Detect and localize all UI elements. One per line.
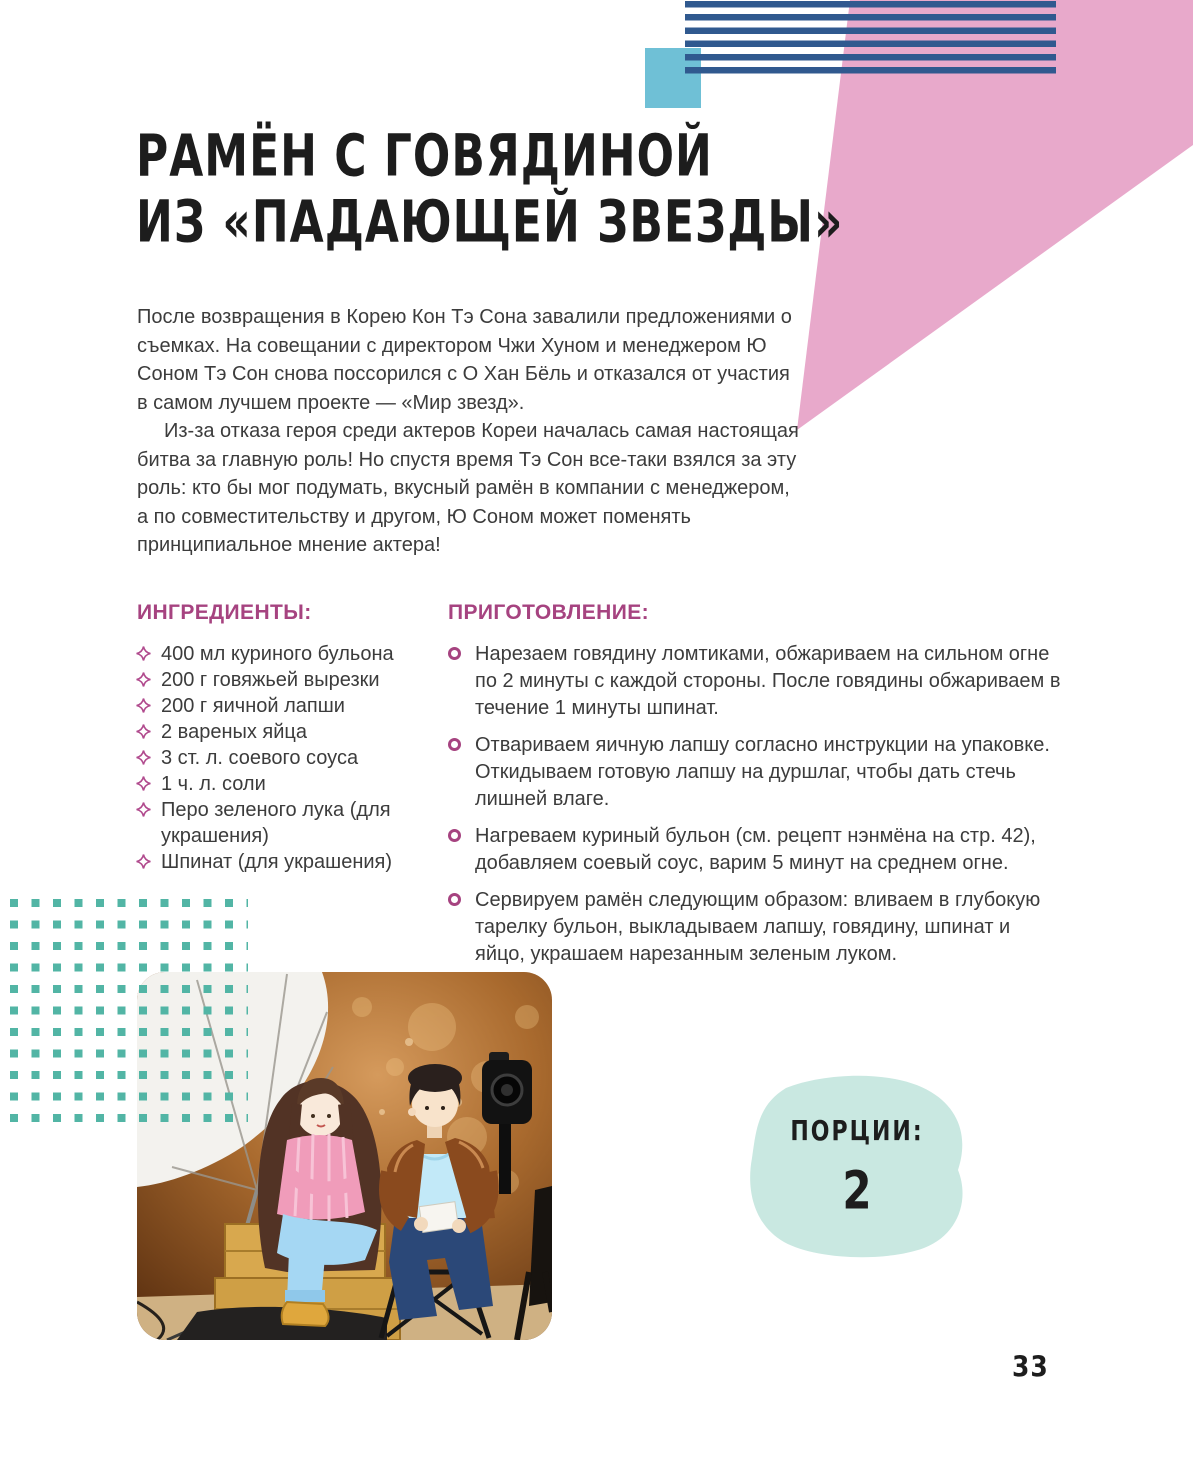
circle-bullet-icon	[448, 738, 461, 751]
servings-value: 2	[842, 1159, 872, 1221]
ingredient-text: 200 г говяжьей вырезки	[161, 669, 380, 691]
intro-paragraph-2: Из-за отказа героя среди актеров Кореи началась самая настоящая битва за главную роль! Но спустя время Тэ Сон все-таки взялся за эту роль: кто бы мог подумать, вкусный рамён в компании с менеджером, а по совместительству и другом, Ю Соном может поменять принципиальное мнение актера!	[137, 420, 799, 556]
ingredient-text: Шпинат (для украшения)	[161, 851, 393, 873]
preparation-list	[448, 641, 1062, 968]
prep-step-text: Отвариваем яичную лапшу согласно инструкции на упаковке. Откидываем готовую лапшу на дуршлаг, чтобы дать стечь лишней влаге.	[475, 734, 1050, 810]
ingredient-item	[137, 797, 437, 849]
ingredient-text: 2 вареных яйца	[161, 721, 308, 743]
sparkle-icon	[136, 646, 151, 661]
ingredient-item	[137, 667, 437, 693]
ingredient-item	[137, 719, 437, 745]
stripes-decoration	[685, 1, 1056, 74]
prep-step	[448, 641, 1062, 722]
intro-text	[137, 303, 799, 560]
ingredient-item	[137, 849, 437, 875]
prep-step	[448, 823, 1062, 877]
servings-label: ПОРЦИИ:	[790, 1116, 924, 1148]
prep-step	[448, 887, 1062, 968]
dot-grid-decoration	[10, 899, 248, 1128]
intro-paragraph-1: После возвращения в Корею Кон Тэ Сона завалили предложениями о съемках. На совещании с директором Чжи Хуном и менеджером Ю Соном Тэ Сон снова поссорился с О Хан Бёль и отказался от участия в самом лучшем проекте — «Мир звезд».	[137, 306, 792, 414]
ingredients-section	[137, 601, 437, 875]
ingredient-item	[137, 693, 437, 719]
sparkle-icon	[136, 698, 151, 713]
sparkle-icon	[136, 750, 151, 765]
ingredient-text: 3 ст. л. соевого соуса	[161, 747, 359, 769]
ingredients-list	[137, 641, 437, 875]
ingredient-item	[137, 641, 437, 667]
ingredient-text: 1 ч. л. соли	[161, 773, 266, 795]
circle-bullet-icon	[448, 893, 461, 906]
sparkle-icon	[136, 776, 151, 791]
sparkle-icon	[136, 672, 151, 687]
prep-step-text: Сервируем рамён следующим образом: вливаем в глубокую тарелку бульон, выкладываем лапшу, говядину, шпинат и яйцо, украшаем нарезанным зеленым луком.	[475, 889, 1041, 965]
servings-badge	[746, 1070, 968, 1262]
servings-text	[746, 1116, 968, 1221]
ingredient-item	[137, 745, 437, 771]
ingredient-item	[137, 771, 437, 797]
page-title-line2: ИЗ «ПАДАЮЩЕЙ ЗВЕЗДЫ»	[136, 188, 844, 256]
sparkle-icon	[136, 724, 151, 739]
ingredient-text: 400 мл куриного бульона	[161, 643, 394, 665]
page-title	[136, 124, 843, 256]
ingredients-heading: ИНГРЕДИЕНТЫ:	[137, 601, 312, 624]
sparkle-icon	[136, 854, 151, 869]
prep-step	[448, 732, 1062, 813]
prep-step-text: Нарезаем говядину ломтиками, обжариваем на сильном огне по 2 минуты с каждой стороны. После говядины обжариваем в течение 1 минуты шпинат.	[475, 643, 1061, 719]
prep-step-text: Нагреваем куриный бульон (см. рецепт нэнмёна на стр. 42), добавляем соевый соус, варим 5 минут на среднем огне.	[475, 825, 1036, 874]
circle-bullet-icon	[448, 647, 461, 660]
sparkle-icon	[136, 802, 151, 817]
page-number: 33	[1012, 1349, 1049, 1384]
ingredient-text: 200 г яичной лапши	[161, 695, 345, 717]
preparation-heading: ПРИГОТОВЛЕНИЕ:	[448, 601, 650, 624]
circle-bullet-icon	[448, 829, 461, 842]
preparation-section	[448, 601, 1062, 978]
page-title-line1: РАМЁН С ГОВЯДИНОЙ	[136, 122, 713, 190]
ingredient-text: Перо зеленого лука (для украшения)	[161, 799, 391, 847]
